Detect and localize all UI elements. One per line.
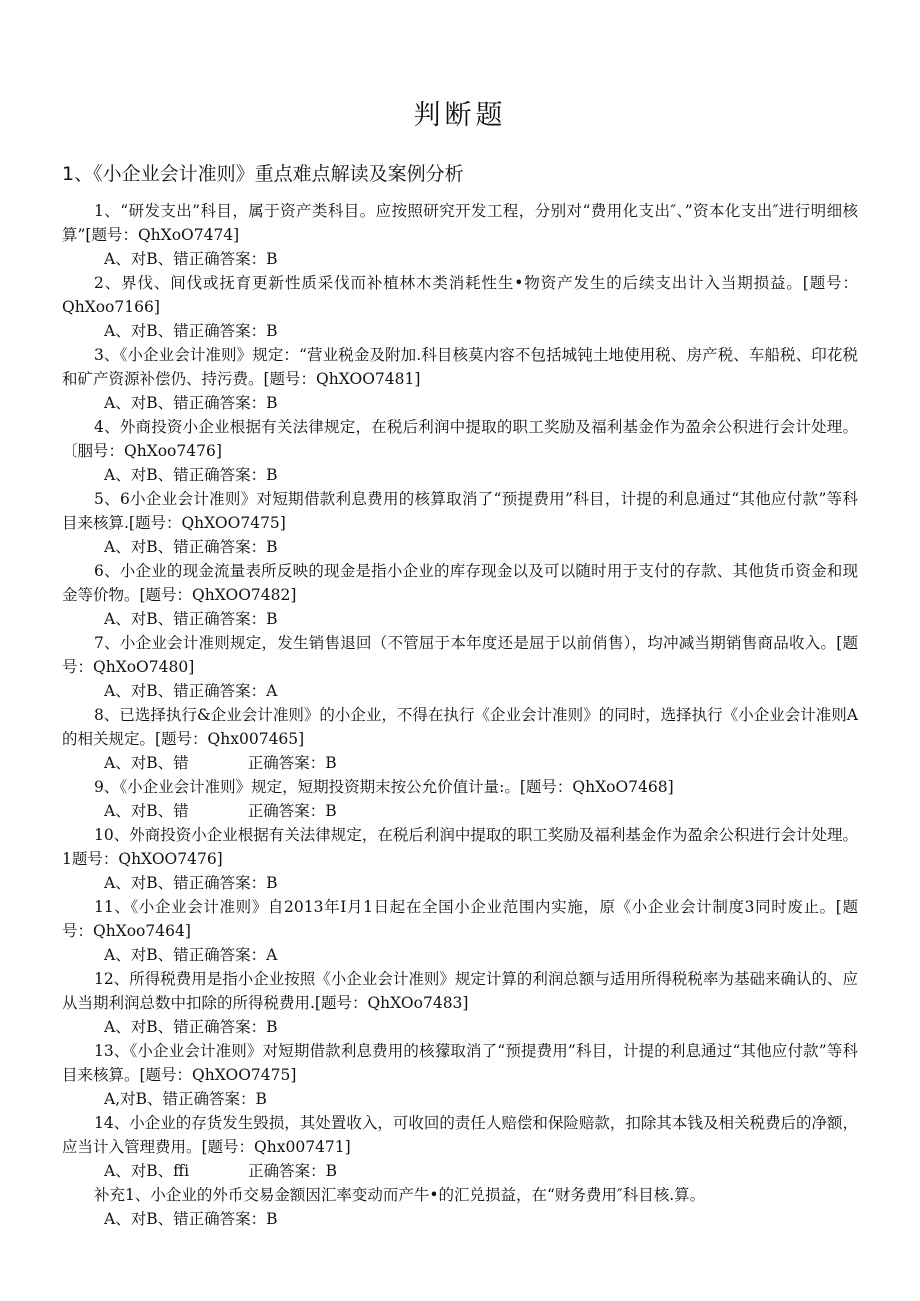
answer-line: A、对B、错正确答案：B xyxy=(104,250,278,268)
question-text: 5、6小企业会计准则》对短期借款利息费用的核算取消了“预提费用”科目，计提的利息通过“其他应付款”等科目来核算.[题号：QhXOO7475] xyxy=(62,490,858,532)
section-heading: 1、《小企业会计准则》重点难点解读及案例分析 xyxy=(62,163,464,185)
question-text: 补充1、小企业的外币交易金额因汇率变动而产牛•的汇兑损益，在“财务费用″科目核.算。 xyxy=(94,1186,706,1204)
question-text: 2、界伐、间伐或抚育更新性质采伐而补植林木类消耗性生•物资产发生的后续支出计入当期损益。[题号：QhXoo7166] xyxy=(62,274,858,316)
question-list xyxy=(62,199,858,1231)
answer-line: A、对B、ffi 正确答案：B xyxy=(104,1162,338,1180)
answer-line: A、对B、错正确答案：A xyxy=(104,682,278,700)
answer-line: A、对B、错正确答案：A xyxy=(104,946,278,964)
answer-line: A,对B、错正确答案：B xyxy=(104,1090,267,1108)
answer-line: A、对B、错正确答案：B xyxy=(104,1210,278,1228)
question-text: 8、已选择执行&企业会计准则》的小企业，不得在执行《企业会计准则》的同时，选择执行《小企业会计准则A的相关规定。[题号：Qhx007465] xyxy=(62,706,858,748)
answer-line: A、对B、错正确答案：B xyxy=(104,322,278,340)
question-text: 6、小企业的现金流量表所反映的现金是指小企业的库存现金以及可以随时用于支付的存款、其他货币资金和现金等价物。[题号：QhXOO7482] xyxy=(62,562,858,604)
answer-line: A、对B、错正确答案：B xyxy=(104,466,278,484)
answer-line: A、对B、错正确答案：B xyxy=(104,610,278,628)
answer-line: A、对B、错 正确答案：B xyxy=(104,754,337,772)
question-text: 9、《小企业会计准则》规定，短期投资期末按公允价值计量:。[题号：QhXoO7468] xyxy=(94,778,674,796)
question-text: 4、外商投资小企业根据有关法律规定，在税后利润中提取的职工奖励及福利基金作为盈余公积进行会计处理。〔胭号：QhXoo7476] xyxy=(62,418,858,460)
question-text: 1、“研发支出”科目，属于资产类科目。应按照研究开发工程，分别对“费用化支出″、”资本化支出″进行明细核算”[题号：QhXoO7474] xyxy=(62,202,858,244)
question-text: 11、《小企业会计准则》自2013年I月1日起在全国小企业范围内实施，原《小企业会计制度3同时废止。[题号：QhXoo7464] xyxy=(62,898,858,940)
answer-line: A、对B、错正确答案：B xyxy=(104,538,278,556)
question-text: 7、小企业会计准则规定，发生销售退回（不管屈于本年度还是屈于以前俏售），均冲减当期销售商品收入。[题号：QhXoO7480] xyxy=(62,634,858,676)
answer-line: A、对B、错正确答案：B xyxy=(104,394,278,412)
answer-line: A、对B、错正确答案：B xyxy=(104,874,278,892)
answer-line: A、对B、错正确答案：B xyxy=(104,1018,278,1036)
question-text: 13、《小企业会计准则》对短期借款利息费用的核獴取消了“预提费用”科目，计提的利息通过“其他应付款”等科目来核算。[题号：QhXOO7475] xyxy=(62,1042,858,1084)
question-text: 14、小企业的存货发生毁损，其处置收入，可收回的责任人赔偿和保险赔款，扣除其本钱及相关税费后的净额，应当计入管理费用。[题号：Qhx007471] xyxy=(62,1114,858,1156)
page-title: 判断题 xyxy=(413,100,507,131)
question-text: 3、《小企业会计准则》规定：“营业税金及附加.科目核莫内容不包括城钝土地使用税、房产税、车船税、印花税和矿产资源补偿仍、持污费。[题号：QhXOO7481] xyxy=(62,346,858,388)
question-text: 10、外商投资小企业根据有关法律规定，在税后利润中提取的职工奖励及福利基金作为盈余公积进行会计处理。1题号：QhXOO7476] xyxy=(62,826,858,868)
question-text: 12、所得税费用是指小企业按照《小企业会计准则》规定计算的利润总额与适用所得税税率为基础来确认的、应从当期利润总数中扣除的所得税费用.[题号：QhXOo7483] xyxy=(62,970,858,1012)
answer-line: A、对B、错 正确答案：B xyxy=(104,802,337,820)
